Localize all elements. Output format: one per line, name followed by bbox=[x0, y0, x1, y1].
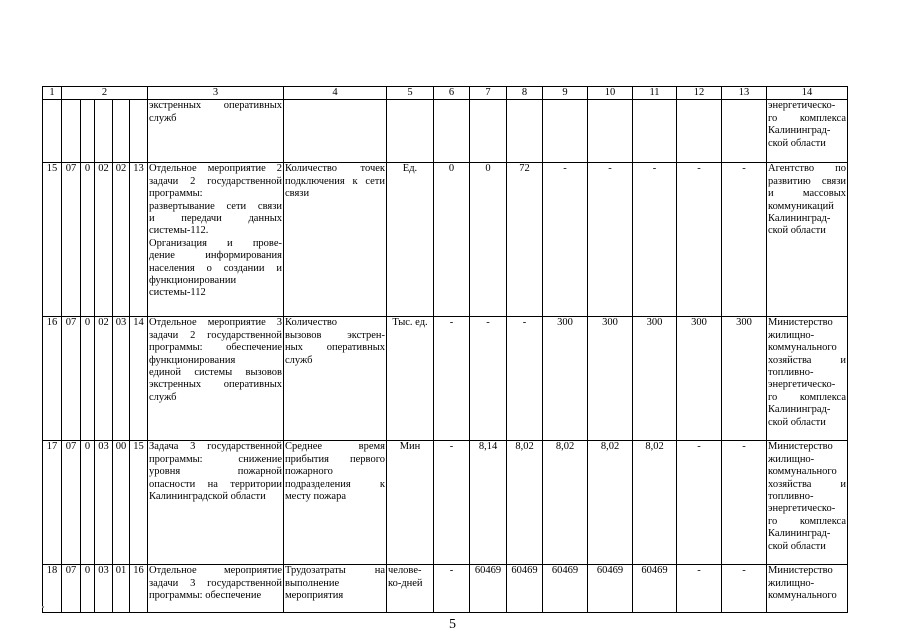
text-line: коммуникаций bbox=[768, 200, 834, 212]
code-cell: 16 bbox=[43, 317, 62, 441]
text-line: Количество точек bbox=[285, 163, 385, 175]
code-cell: 0 bbox=[81, 163, 95, 317]
value-cell: - bbox=[722, 565, 767, 613]
text-line: уровня пожарной bbox=[149, 466, 282, 478]
empty-cell bbox=[633, 100, 677, 163]
code-cell: 07 bbox=[62, 163, 81, 317]
text-line: опасности на территории bbox=[149, 478, 282, 490]
code-cell: 18 bbox=[43, 565, 62, 613]
text-line: Трудозатраты на bbox=[285, 565, 385, 577]
text-line: населения о создании и bbox=[149, 262, 282, 274]
text-line: хозяйства и bbox=[768, 478, 846, 490]
code-cell: 02 bbox=[95, 163, 113, 317]
value-cell: - bbox=[434, 441, 470, 565]
text-line: Агентство по bbox=[768, 163, 846, 175]
continuation-row bbox=[43, 100, 848, 163]
table-row bbox=[43, 163, 848, 317]
text-line: энергетическо- bbox=[768, 100, 836, 112]
text-line: коммунального bbox=[768, 342, 837, 354]
executor-cell bbox=[767, 100, 848, 163]
scan-speck bbox=[42, 606, 44, 608]
empty-cell bbox=[387, 100, 434, 163]
text-line: программы: bbox=[149, 188, 203, 200]
text-line: коммунального bbox=[768, 466, 837, 478]
text-line: жилищно- bbox=[768, 329, 815, 341]
indicator-cell bbox=[284, 317, 387, 441]
text-line: прибытия первого bbox=[285, 453, 385, 465]
text-line: служб bbox=[285, 354, 313, 366]
text-line: служб bbox=[149, 391, 177, 403]
text-line: единой системы вызовов bbox=[149, 367, 282, 379]
value-cell: - bbox=[507, 317, 543, 441]
empty-cell bbox=[507, 100, 543, 163]
text-line: Задача 3 государственной bbox=[149, 441, 282, 453]
value-cell: - bbox=[722, 441, 767, 565]
text-line: программы: обеспечение bbox=[149, 342, 282, 354]
header-cell: 14 bbox=[767, 87, 848, 100]
text-line: ко-дней bbox=[388, 577, 423, 589]
unit-cell: Мин bbox=[387, 441, 434, 565]
text-line: Калининград- bbox=[768, 213, 831, 225]
code-cell: 07 bbox=[62, 317, 81, 441]
text-line: связи bbox=[285, 188, 310, 200]
page-number: 5 bbox=[449, 617, 456, 632]
value-cell: 300 bbox=[543, 317, 588, 441]
measure-cell bbox=[148, 317, 284, 441]
text-line: ской области bbox=[768, 137, 826, 149]
text-line: Отдельное мероприятие 2 bbox=[149, 163, 282, 175]
text-line: Министерство bbox=[768, 441, 833, 453]
text-line: челове- bbox=[388, 565, 422, 577]
table-row bbox=[43, 565, 848, 613]
value-cell: - bbox=[677, 163, 722, 317]
text-line: Калининград- bbox=[768, 404, 831, 416]
header-cell: 4 bbox=[284, 87, 387, 100]
text-line: ской области bbox=[768, 225, 826, 237]
text-line: Среднее время bbox=[285, 441, 385, 453]
indicator-cell bbox=[284, 163, 387, 317]
header-cell: 7 bbox=[470, 87, 507, 100]
code-cell: 13 bbox=[130, 163, 148, 317]
code-cell: 0 bbox=[81, 317, 95, 441]
text-line: развертывание сети связи bbox=[149, 200, 282, 212]
text-line: хозяйства и bbox=[768, 354, 846, 366]
value-cell: 8,02 bbox=[507, 441, 543, 565]
text-line: и передачи данных bbox=[149, 213, 282, 225]
header-row bbox=[43, 87, 848, 100]
unit-cell: Тыс. ед. bbox=[387, 317, 434, 441]
text-line: функционировании bbox=[149, 275, 237, 287]
text-line: Отдельное мероприятие bbox=[149, 565, 282, 577]
empty-cell bbox=[95, 100, 113, 163]
measure-cell bbox=[148, 565, 284, 613]
value-cell: 0 bbox=[470, 163, 507, 317]
empty-cell bbox=[588, 100, 633, 163]
code-cell: 14 bbox=[130, 317, 148, 441]
text-line: топливно- bbox=[768, 491, 814, 503]
text-line: функционирования bbox=[149, 354, 236, 366]
text-line: Количество bbox=[285, 317, 338, 329]
text-line: го комплекса bbox=[768, 515, 846, 527]
text-line: Калининград- bbox=[768, 125, 831, 137]
unit-cell: Ед. bbox=[387, 163, 434, 317]
code-cell: 00 bbox=[113, 441, 130, 565]
empty-cell bbox=[470, 100, 507, 163]
text-line: го комплекса bbox=[768, 391, 846, 403]
executor-cell bbox=[767, 565, 848, 613]
text-line: ской области bbox=[768, 416, 826, 428]
text-line: го комплекса bbox=[768, 112, 846, 124]
code-cell: 02 bbox=[113, 163, 130, 317]
text-line: подразделения к bbox=[285, 478, 385, 490]
value-cell: 8,02 bbox=[543, 441, 588, 565]
code-cell: 15 bbox=[43, 163, 62, 317]
header-cell: 11 bbox=[633, 87, 677, 100]
empty-cell bbox=[81, 100, 95, 163]
code-cell: 0 bbox=[81, 565, 95, 613]
header-cell: 5 bbox=[387, 87, 434, 100]
value-cell: - bbox=[677, 565, 722, 613]
value-cell: 60469 bbox=[588, 565, 633, 613]
value-cell: - bbox=[677, 441, 722, 565]
code-cell: 16 bbox=[130, 565, 148, 613]
measure-cell bbox=[148, 441, 284, 565]
text-line: пожарного bbox=[285, 466, 333, 478]
empty-cell bbox=[62, 100, 81, 163]
empty-cell bbox=[543, 100, 588, 163]
program-indicators-table bbox=[42, 86, 848, 613]
empty-cell bbox=[113, 100, 130, 163]
header-cell: 3 bbox=[148, 87, 284, 100]
code-cell: 03 bbox=[113, 317, 130, 441]
header-cell: 12 bbox=[677, 87, 722, 100]
text-line: программы: снижение bbox=[149, 453, 282, 465]
unit-cell bbox=[387, 565, 434, 613]
measure-cell bbox=[148, 163, 284, 317]
value-cell: - bbox=[434, 565, 470, 613]
text-line: энергетическо- bbox=[768, 379, 836, 391]
value-cell: - bbox=[434, 317, 470, 441]
value-cell: 300 bbox=[633, 317, 677, 441]
text-line: ской области bbox=[768, 540, 826, 552]
indicator-cell bbox=[284, 441, 387, 565]
text-line: подключения к сети bbox=[285, 175, 385, 187]
code-cell: 03 bbox=[95, 441, 113, 565]
text-line: дение информирования bbox=[149, 250, 282, 262]
header-cell: 9 bbox=[543, 87, 588, 100]
text-line: Министерство bbox=[768, 317, 833, 329]
text-line: программы: обеспечение bbox=[149, 590, 262, 602]
text-line: мероприятия bbox=[285, 590, 344, 602]
header-cell: 1 bbox=[43, 87, 62, 100]
value-cell: 300 bbox=[588, 317, 633, 441]
measure-cell bbox=[148, 100, 284, 163]
header-cell: 2 bbox=[62, 87, 148, 100]
text-line: системы-112. bbox=[149, 225, 209, 237]
value-cell: 8,02 bbox=[633, 441, 677, 565]
text-line: Организация и прове- bbox=[149, 237, 282, 249]
text-line: служб bbox=[149, 112, 177, 124]
code-cell: 07 bbox=[62, 565, 81, 613]
header-cell: 8 bbox=[507, 87, 543, 100]
value-cell: 72 bbox=[507, 163, 543, 317]
text-line: экстренных оперативных bbox=[149, 379, 282, 391]
value-cell: 60469 bbox=[633, 565, 677, 613]
text-line: ных оперативных bbox=[285, 342, 385, 354]
code-cell: 17 bbox=[43, 441, 62, 565]
text-line: экстренных оперативных bbox=[149, 100, 282, 112]
executor-cell bbox=[767, 163, 848, 317]
text-line: энергетическо- bbox=[768, 503, 836, 515]
empty-cell bbox=[284, 100, 387, 163]
table-row bbox=[43, 441, 848, 565]
text-line: месту пожара bbox=[285, 491, 346, 503]
value-cell: 60469 bbox=[507, 565, 543, 613]
text-line: Министерство bbox=[768, 565, 833, 577]
text-line: задачи 3 государственной bbox=[149, 577, 282, 589]
text-line: топливно- bbox=[768, 367, 814, 379]
value-cell: 60469 bbox=[543, 565, 588, 613]
text-line: выполнение bbox=[285, 577, 340, 589]
text-line: системы-112 bbox=[149, 287, 206, 299]
code-cell: 0 bbox=[81, 441, 95, 565]
text-line: жилищно- bbox=[768, 577, 815, 589]
value-cell: - bbox=[588, 163, 633, 317]
empty-cell bbox=[722, 100, 767, 163]
value-cell: 8,02 bbox=[588, 441, 633, 565]
code-cell: 02 bbox=[95, 317, 113, 441]
header-cell: 13 bbox=[722, 87, 767, 100]
value-cell: 8,14 bbox=[470, 441, 507, 565]
table-row bbox=[43, 317, 848, 441]
value-cell: - bbox=[722, 163, 767, 317]
text-line: Калининградской области bbox=[149, 491, 266, 503]
indicator-cell bbox=[284, 565, 387, 613]
text-line: вызовов экстрен- bbox=[285, 329, 385, 341]
empty-cell bbox=[130, 100, 148, 163]
executor-cell bbox=[767, 317, 848, 441]
text-line: жилищно- bbox=[768, 453, 815, 465]
text-line: развитию связи bbox=[768, 175, 846, 187]
value-cell: 300 bbox=[722, 317, 767, 441]
value-cell: - bbox=[470, 317, 507, 441]
text-line: коммунального bbox=[768, 590, 837, 602]
value-cell: 60469 bbox=[470, 565, 507, 613]
empty-cell bbox=[43, 100, 62, 163]
text-line: задачи 2 государственной bbox=[149, 175, 282, 187]
text-line: Отдельное мероприятие 3 bbox=[149, 317, 282, 329]
code-cell: 01 bbox=[113, 565, 130, 613]
text-line: и массовых bbox=[768, 188, 846, 200]
code-cell: 15 bbox=[130, 441, 148, 565]
value-cell: - bbox=[633, 163, 677, 317]
empty-cell bbox=[677, 100, 722, 163]
header-cell: 6 bbox=[434, 87, 470, 100]
code-cell: 07 bbox=[62, 441, 81, 565]
empty-cell bbox=[434, 100, 470, 163]
value-cell: 300 bbox=[677, 317, 722, 441]
value-cell: - bbox=[543, 163, 588, 317]
text-line: Калининград- bbox=[768, 528, 831, 540]
header-cell: 10 bbox=[588, 87, 633, 100]
text-line: задачи 2 государственной bbox=[149, 329, 282, 341]
executor-cell bbox=[767, 441, 848, 565]
code-cell: 03 bbox=[95, 565, 113, 613]
value-cell: 0 bbox=[434, 163, 470, 317]
